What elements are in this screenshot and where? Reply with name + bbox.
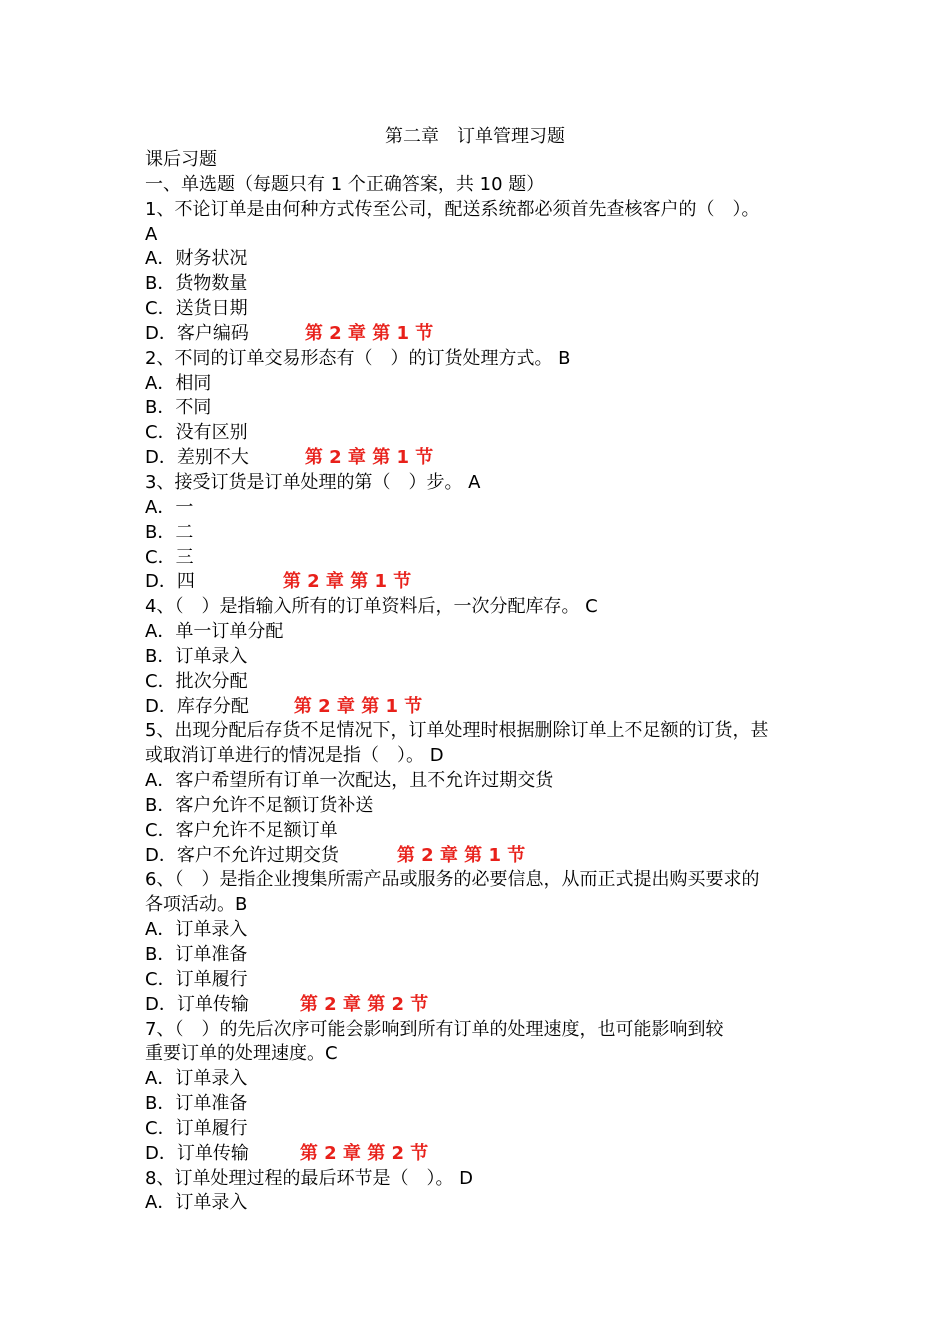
question-6-chapter-tag: 第 2 章 第 2 节 xyxy=(299,993,429,1015)
question-4-option-a: A．单一订单分配 xyxy=(145,621,284,643)
question-8-option-a: A．订单录入 xyxy=(145,1192,248,1214)
question-3-option-a: A．一 xyxy=(145,496,194,518)
section-heading: 一、单选题（每题只有 1 个正确答案，共 10 题） xyxy=(145,173,545,195)
question-3-option-c: C．三 xyxy=(145,546,194,568)
question-7-chapter-tag: 第 2 章 第 2 节 xyxy=(299,1142,429,1164)
question-1-chapter-tag: 第 2 章 第 1 节 xyxy=(304,322,434,344)
question-8 xyxy=(145,1167,825,1217)
question-4-line-1: 4、（ ）是指输入所有的订单资料后，一次分配库存。 C xyxy=(145,596,598,618)
subtitle: 课后习题 xyxy=(145,149,217,170)
question-2-chapter-tag: 第 2 章 第 1 节 xyxy=(304,447,434,469)
question-5-chapter-tag: 第 2 章 第 1 节 xyxy=(396,844,526,866)
question-5-line-2: 或取消订单进行的情况是指（ ）。 D xyxy=(145,745,444,767)
question-6 xyxy=(145,868,825,1017)
question-7 xyxy=(145,1018,825,1167)
question-7-option-a: A．订单录入 xyxy=(145,1068,248,1090)
page-title: 第二章 订单管理习题 xyxy=(385,126,565,147)
question-4-option-d-row xyxy=(145,695,825,720)
question-4-option-c: C．批次分配 xyxy=(145,670,248,692)
question-4-option-b: B．订单录入 xyxy=(145,645,248,667)
question-3-option-d-row xyxy=(145,570,825,595)
question-6-option-d: D．订单传输 xyxy=(145,993,249,1015)
question-5-option-d: D．客户不允许过期交货 xyxy=(145,844,339,866)
question-3 xyxy=(145,471,825,595)
question-2-option-b: B．不同 xyxy=(145,397,212,419)
question-5-option-b: B．客户允许不足额订货补送 xyxy=(145,794,374,816)
question-1-option-b: B．货物数量 xyxy=(145,273,248,295)
question-3-line-1: 3、接受订货是订单处理的第（ ）步。 A xyxy=(145,471,481,493)
question-4-chapter-tag: 第 2 章 第 1 节 xyxy=(293,695,423,717)
question-5 xyxy=(145,719,825,868)
question-6-option-d-row xyxy=(145,993,825,1018)
question-6-line-2: 各项活动。B xyxy=(145,894,248,916)
question-5-option-c: C．客户允许不足额订单 xyxy=(145,819,338,841)
question-2-line-1: 2、不同的订单交易形态有（ ）的订货处理方式。 B xyxy=(145,347,571,369)
question-5-line-1: 5、出现分配后存货不足情况下，订单处理时根据删除订单上不足额的订货，甚 xyxy=(145,720,769,742)
question-7-line-1: 7、（ ）的先后次序可能会影响到所有订单的处理速度，也可能影响到较 xyxy=(145,1018,724,1040)
question-2-option-c: C．没有区别 xyxy=(145,422,248,444)
question-5-option-a: A．客户希望所有订单一次配达，且不允许过期交货 xyxy=(145,770,554,792)
question-8-line-1: 8、订单处理过程的最后环节是（ ）。 D xyxy=(145,1167,474,1189)
question-1 xyxy=(145,198,825,347)
question-7-line-2: 重要订单的处理速度。C xyxy=(145,1043,338,1065)
question-7-option-c: C．订单履行 xyxy=(145,1117,248,1139)
document-body xyxy=(145,148,825,1216)
question-4-option-d: D．库存分配 xyxy=(145,695,249,717)
question-2-option-d: D．差别不大 xyxy=(145,447,249,469)
question-3-option-d: D．四 xyxy=(145,571,195,593)
question-1-line-1: 1、不论订单是由何种方式传至公司，配送系统都必须首先查核客户的（ ）。 xyxy=(145,198,760,220)
question-7-option-b: B．订单准备 xyxy=(145,1093,248,1115)
question-3-chapter-tag: 第 2 章 第 1 节 xyxy=(282,571,412,593)
question-6-line-1: 6、（ ）是指企业搜集所需产品或服务的必要信息，从而正式提出购买要求的 xyxy=(145,869,760,891)
question-7-option-d-row xyxy=(145,1142,825,1167)
question-3-option-b: B．二 xyxy=(145,521,194,543)
question-6-option-a: A．订单录入 xyxy=(145,919,248,941)
question-5-option-d-row xyxy=(145,844,825,869)
question-4 xyxy=(145,595,825,719)
question-6-option-b: B．订单准备 xyxy=(145,944,248,965)
question-1-option-a: A．财务状况 xyxy=(145,248,248,270)
question-6-option-c: C．订单履行 xyxy=(145,968,248,990)
question-2-option-a: A．相同 xyxy=(145,372,212,394)
question-2 xyxy=(145,347,825,471)
question-1-option-d: D．客户编码 xyxy=(145,322,249,344)
question-1-option-c: C．送货日期 xyxy=(145,298,248,320)
question-1-option-d-row xyxy=(145,322,825,347)
question-7-option-d: D．订单传输 xyxy=(145,1142,249,1164)
question-1-line-2: A xyxy=(145,223,158,245)
question-2-option-d-row xyxy=(145,446,825,471)
